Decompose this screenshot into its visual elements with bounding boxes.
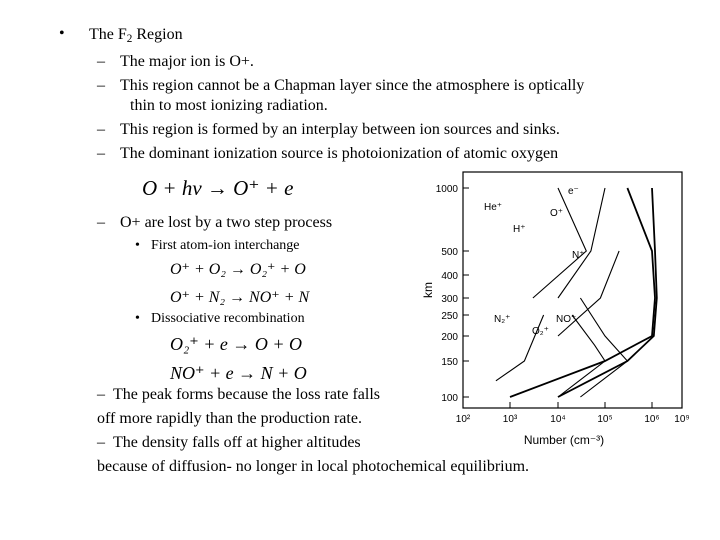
dash-marker: –: [97, 145, 105, 162]
equation-photoionization: O + hν → O⁺ + e: [142, 176, 294, 200]
y-tick-label: 500: [441, 247, 458, 258]
series-label: NO⁺: [556, 314, 577, 325]
equation-interchange-n2: O⁺ + N₂ → NO⁺ + N: [170, 289, 310, 306]
y-tick-label: 250: [441, 311, 458, 322]
y-tick-label: 150: [441, 357, 458, 368]
y-tick-label: 400: [441, 271, 458, 282]
dash-marker: –: [97, 53, 105, 70]
y-tick-label: 100: [441, 393, 458, 404]
x-tick-label: 10⁶: [644, 414, 660, 425]
item-interplay: This region is formed by an interplay between ion sources and sinks.: [120, 121, 560, 138]
density-line-2: because of diffusion- no longer in local photochemical equilibrium.: [97, 458, 530, 475]
x-tick-label: 10²: [455, 414, 471, 425]
sub-item-interchange: First atom-ion interchange: [151, 238, 300, 253]
x-axis-label: Number (cm⁻³): [523, 433, 605, 447]
title-subscript: 2: [126, 32, 133, 45]
item-loss-process: O+ are lost by a two step process: [120, 214, 333, 231]
item-chapman-line2: thin to most ionizing radiation.: [130, 97, 328, 114]
sub-bullet: •: [135, 238, 140, 253]
y-tick-label: 1000: [435, 184, 458, 195]
dash-marker: –: [97, 386, 105, 403]
y-axis-label: km: [421, 282, 435, 298]
y-tick-label: 300: [441, 294, 458, 305]
peak-line-1: [97, 386, 380, 404]
series-line-O⁺: [510, 188, 655, 397]
series-line-e⁻: [558, 188, 657, 397]
series-label: H⁺: [513, 224, 526, 235]
title-prefix: The F: [89, 26, 127, 43]
ion-density-chart: [410, 160, 715, 460]
item-chapman-line1: This region cannot be a Chapman layer since the atmosphere is optically: [120, 77, 585, 94]
sub-item-recombination: Dissociative recombination: [151, 311, 305, 326]
equation-recombination-no: NO⁺ + e → N + O: [170, 363, 307, 383]
equation-recombination-o2: O₂⁺ + e → O + O: [170, 334, 303, 354]
dash-marker: –: [97, 214, 105, 231]
series-label: e⁻: [568, 186, 579, 197]
series-label: O₂⁺: [532, 326, 549, 337]
y-tick-label: 200: [441, 332, 458, 343]
item-photoionization: The dominant ionization source is photoionization of atomic oxygen: [120, 145, 559, 162]
x-tick-label: 10⁹: [674, 414, 690, 425]
series-label: N⁺: [572, 250, 585, 261]
x-tick-label: 10⁵: [597, 414, 613, 425]
dash-marker: –: [97, 121, 105, 138]
sub-bullet: •: [135, 311, 140, 326]
density-line-1: [97, 434, 361, 452]
peak-line-2: off more rapidly than the production rate.: [97, 410, 362, 427]
series-label: He⁺: [484, 202, 503, 213]
title-bullet: •: [59, 25, 65, 42]
x-tick-label: 10³: [502, 414, 518, 425]
density-text-1: The density falls off at higher altitudes: [113, 434, 361, 451]
title-suffix: Region: [132, 26, 183, 43]
equation-interchange-o2: O⁺ + O₂ → O₂⁺ + O: [170, 261, 306, 278]
slide-title: [89, 26, 183, 44]
peak-text-1: The peak forms because the loss rate falls: [113, 386, 381, 403]
series-label: N₂⁺: [494, 314, 511, 325]
item-major-ion: The major ion is O+.: [120, 53, 254, 70]
x-tick-label: 10⁴: [550, 414, 566, 425]
series-label: O⁺: [550, 208, 564, 219]
series-line-He⁺: [533, 188, 586, 298]
dash-marker: –: [97, 77, 105, 94]
dash-marker: –: [97, 434, 105, 451]
